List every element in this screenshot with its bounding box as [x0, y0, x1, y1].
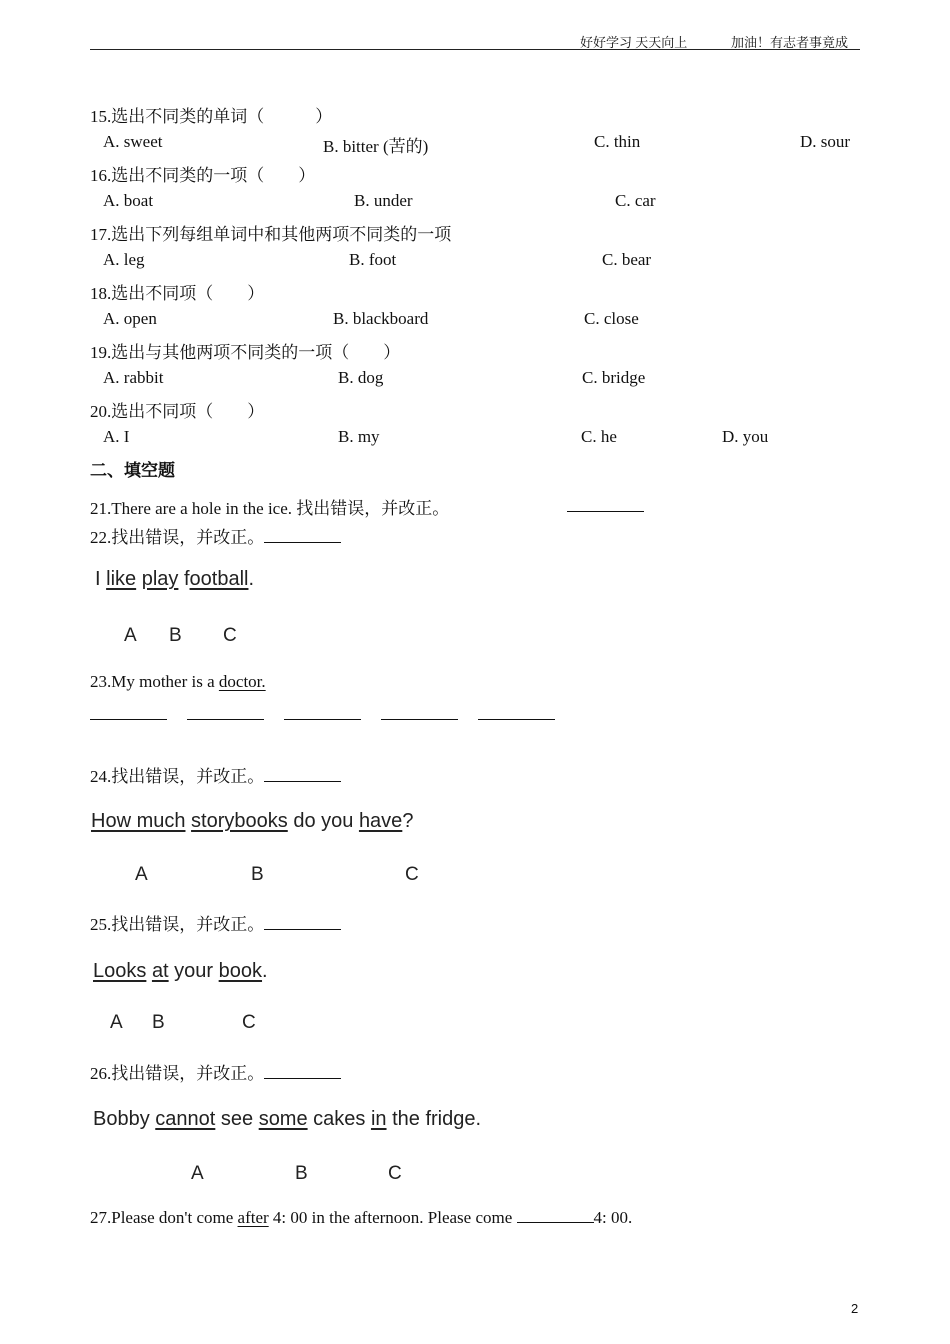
header-motto-right: 加油！有志者事竟成	[731, 35, 849, 50]
q22-part-b: play	[141, 568, 179, 590]
q25-part-c: book	[218, 960, 263, 982]
question-15-option-d: D. sour	[800, 132, 851, 151]
question-19-stem: 19.选出与其他两项不同类的一项（ ）	[90, 343, 401, 362]
question-21-answer-blank[interactable]	[567, 497, 644, 517]
q26-part-c: in	[370, 1108, 387, 1130]
question-15-option-c: C. thin	[594, 132, 641, 151]
section-heading: 二、填空题	[90, 461, 175, 481]
question-17-option-c: C. bear	[602, 250, 652, 269]
q26-label-c: C	[388, 1163, 402, 1184]
question-15-option-b: B. bitter (苦的)	[323, 137, 429, 156]
question-26-stem	[90, 1059, 341, 1084]
question-26-stem-text: 26.找出错误，并改正。	[90, 1064, 265, 1083]
q23-underlined-word: doctor.	[218, 672, 266, 691]
q24-label-c: C	[405, 864, 419, 885]
question-25-stem-text: 25.找出错误，并改正。	[90, 915, 265, 934]
q25-part-b: at	[151, 960, 169, 982]
question-25-sentence: Looks at your book.	[93, 960, 268, 982]
question-20-stem: 20.选出不同项（ ）	[90, 402, 265, 421]
question-26-sentence: Bobby cannot see some cakes in the fridge.	[93, 1108, 482, 1130]
question-18-stem: 18.选出不同项（ ）	[90, 284, 265, 303]
question-17-stem: 17.选出下列每组单词中和其他两项不同类的一项	[90, 225, 452, 244]
question-20-option-c: C. he	[581, 427, 617, 446]
question-20-option-b: B. my	[338, 427, 380, 446]
question-27-answer-blank[interactable]	[517, 1208, 594, 1223]
question-15-option-a: A. sweet	[103, 132, 163, 151]
question-24-answer-blank[interactable]	[264, 767, 341, 782]
q25-part-a: Looks	[93, 960, 147, 982]
q26-part-a: cannot	[155, 1108, 216, 1130]
question-22-sentence: I like play football.	[95, 568, 255, 590]
question-24-stem-text: 24.找出错误，并改正。	[90, 767, 265, 786]
q22-label-b: B	[169, 625, 182, 646]
question-16-option-b: B. under	[354, 191, 413, 210]
question-16-option-a: A. boat	[103, 191, 154, 210]
header-motto-left: 好好学习 天天向上	[580, 35, 688, 50]
question-18-option-a: A. open	[103, 309, 157, 328]
q24-part-a: How much	[91, 810, 186, 832]
q24-part-c: have	[358, 810, 403, 832]
question-25-stem	[90, 910, 341, 935]
q25-label-a: A	[110, 1012, 123, 1033]
q27-underlined-word: after	[237, 1208, 269, 1227]
question-20-option-d: D. you	[722, 427, 769, 446]
question-15-stem: 15.选出不同类的单词（ ）	[90, 107, 333, 126]
question-16-stem: 16.选出不同类的一项（ ）	[90, 166, 316, 185]
q22-label-c: C	[223, 625, 237, 646]
q24-label-a: A	[135, 864, 148, 885]
q22-part-c: ootball	[189, 568, 249, 590]
question-25-answer-blank[interactable]	[264, 915, 341, 930]
question-23-stem: 23.My mother is a doctor.	[90, 672, 266, 691]
question-18-option-b: B. blackboard	[333, 309, 429, 328]
question-22-stem-text: 22.找出错误，并改正。	[90, 528, 265, 547]
question-19-option-b: B. dog	[338, 368, 384, 387]
q23-blank-5[interactable]	[478, 705, 555, 720]
q25-label-c: C	[242, 1012, 256, 1033]
question-24-sentence: How much storybooks do you have?	[91, 810, 414, 832]
q22-part-a: like	[106, 568, 137, 590]
q24-label-b: B	[251, 864, 264, 885]
question-27-stem: 27.Please don't come after 4: 00 in the afternoon. Please come 4: 00.	[90, 1208, 633, 1227]
question-21-stem: 21.There are a hole in the ice. 找出错误，并改正。	[90, 499, 450, 518]
question-19-option-a: A. rabbit	[103, 368, 164, 387]
header-rule	[90, 49, 860, 50]
question-23-blanks	[90, 705, 555, 725]
page-number: 2	[851, 1301, 859, 1316]
q22-label-a: A	[124, 625, 137, 646]
question-22-answer-blank[interactable]	[264, 528, 341, 543]
question-16-option-c: C. car	[615, 191, 656, 210]
question-18-option-c: C. close	[584, 309, 639, 328]
question-17-option-a: A. leg	[103, 250, 145, 269]
q25-label-b: B	[152, 1012, 165, 1033]
q24-part-b: storybooks	[191, 810, 288, 832]
q23-blank-3[interactable]	[284, 705, 361, 720]
question-22-stem	[90, 523, 341, 548]
question-19-option-c: C. bridge	[582, 368, 646, 387]
q23-blank-4[interactable]	[381, 705, 458, 720]
q26-label-a: A	[191, 1163, 204, 1184]
q26-label-b: B	[295, 1163, 308, 1184]
question-17-option-b: B. foot	[349, 250, 397, 269]
q26-part-b: some	[258, 1108, 308, 1130]
question-20-option-a: A. I	[103, 427, 130, 446]
question-26-answer-blank[interactable]	[264, 1064, 341, 1079]
question-24-stem	[90, 762, 341, 787]
q23-blank-1[interactable]	[90, 705, 167, 720]
q23-blank-2[interactable]	[187, 705, 264, 720]
